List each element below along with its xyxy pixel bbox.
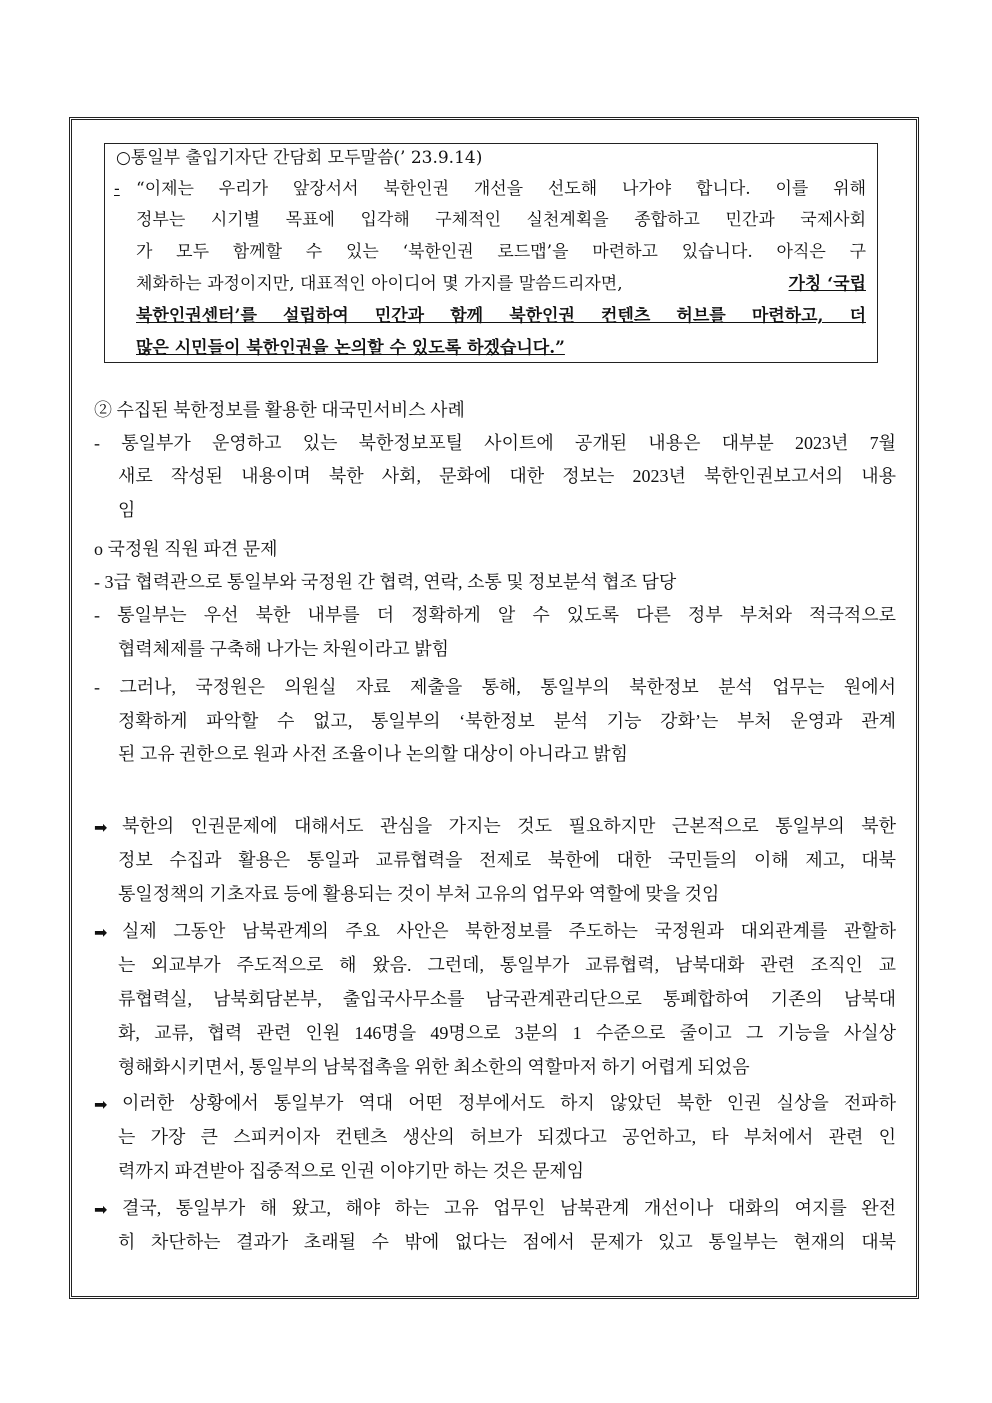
quote-bold-line-2: 많은 시민들이 북한인권을 논의할 수 있도록 하겠습니다.” <box>136 338 565 358</box>
section3-title: o 국정원 직원 파견 문제 <box>94 539 278 559</box>
conclusion2-line2: 는 외교부가 주도적으로 해 왔음. 그런데, 통일부가 교류협력, 남북대화 관련 조직인 교 <box>118 955 896 975</box>
conclusion2-line5: 형해화시키면서, 통일부의 남북접촉을 위한 최소한의 역할마저 하기 어렵게 되었음 <box>118 1057 750 1077</box>
section2-title: ② 수집된 북한정보를 활용한 대국민서비스 사례 <box>94 400 465 420</box>
conclusion3-line2: 는 가장 큰 스피커이자 컨텐츠 생산의 허브가 되겠다고 공언하고, 타 부처에서 관련 인 <box>118 1127 896 1147</box>
arrow-icon: ➡ <box>94 1095 108 1114</box>
conclusion1-line2: 정보 수집과 활용은 통일과 교류협력을 전제로 북한에 대한 국민들의 이해 제고, 대북 <box>118 850 896 870</box>
conclusion4-line1: 결국, 통일부가 해 왔고, 해야 하는 고유 업무인 남북관계 개선이나 대화의 여지를 완전 <box>122 1198 896 1218</box>
arrow-icon: ➡ <box>94 1200 108 1219</box>
section3-item2-line2: 협력체제를 구축해 나가는 차원이라고 밝힘 <box>118 639 449 659</box>
conclusion3-line1: 이러한 상황에서 통일부가 역대 어떤 정부에서도 하지 않았던 북한 인권 실상을 전파하 <box>122 1093 896 1113</box>
conclusion1-line3: 통일정책의 기초자료 등에 활용되는 것이 부처 고유의 업무와 역할에 맞을 것임 <box>118 884 720 904</box>
quote-line-2: 정부는 시기별 목표에 입각해 구체적인 실천계획을 종합하고 민간과 국제사회 <box>136 210 866 230</box>
section3-item2-line1: - 통일부는 우선 북한 내부를 더 정확하게 알 수 있도록 다른 정부 부처와 적극적으로 <box>94 605 896 625</box>
quote-line-1: “이제는 우리가 앞장서서 북한인권 개선을 선도해 나가야 합니다. 이를 위해 <box>136 179 866 199</box>
section3-item1: - 3급 협력관으로 통일부와 국정원 간 협력, 연락, 소통 및 정보분석 협조 담당 <box>94 572 677 592</box>
quote-header: ○통일부 출입기자단 간담회 모두말씀(’ 23.9.14) <box>116 148 483 168</box>
quote-line-4 <box>136 274 866 294</box>
quote-bold-line-1: 북한인권센터’를 설립하여 민간과 함께 북한인권 컨텐츠 허브를 마련하고, 더 <box>136 306 866 326</box>
conclusion4-line2: 히 차단하는 결과가 초래될 수 밖에 없다는 점에서 문제가 있고 통일부는 현재의 대북 <box>118 1232 896 1252</box>
conclusion2-line1: 실제 그동안 남북관계의 주요 사안은 북한정보를 주도하는 국정원과 대외관계를 관할하 <box>122 921 896 941</box>
section3-item3-line1: - 그러나, 국정원은 의원실 자료 제출을 통해, 통일부의 북한정보 분석 업무는 원에서 <box>94 677 896 697</box>
conclusion2-line4: 화, 교류, 협력 관련 인원 146명을 49명으로 3분의 1 수준으로 줄이고 그 기능을 사실상 <box>118 1023 896 1043</box>
quote-line-3: 가 모두 함께할 수 있는 ‘북한인권 로드맵’을 마련하고 있습니다. 아직은 구 <box>136 242 866 262</box>
section2-item1-line1: - 통일부가 운영하고 있는 북한정보포틸 사이트에 공개된 내용은 대부분 2023년 7월 <box>94 433 896 453</box>
section3-item3-line3: 된 고유 권한으로 원과 사전 조율이나 논의할 대상이 아니라고 밝힘 <box>118 744 628 764</box>
conclusion3-line3: 력까지 파견받아 집중적으로 인권 이야기만 하는 것은 문제임 <box>118 1161 585 1181</box>
section3-item3-line2: 정확하게 파악할 수 없고, 통일부의 ‘북한정보 분석 기능 강화’는 부처 운영과 관계 <box>118 711 896 731</box>
quote-dash: - <box>114 179 120 199</box>
quote-line-4-text: 체화하는 과정이지만, 대표적인 아이디어 몇 가지를 말씀드리자면, <box>136 274 623 294</box>
section2-item1-line3: 임 <box>118 500 136 520</box>
arrow-icon: ➡ <box>94 818 108 837</box>
quote-bold-tail: 가칭 ‘국립 <box>788 274 866 294</box>
conclusion2-line3: 류협력실, 남북회담본부, 출입국사무소를 남국관계관리단으로 통폐합하여 기존의 남북대 <box>118 989 896 1009</box>
arrow-icon: ➡ <box>94 923 108 942</box>
section2-item1-line2: 새로 작성된 내용이며 북한 사회, 문화에 대한 정보는 2023년 북한인권보고서의 내용 <box>118 466 896 486</box>
conclusion1-line1: 북한의 인권문제에 대해서도 관심을 가지는 것도 필요하지만 근본적으로 통일부의 북한 <box>122 816 896 836</box>
